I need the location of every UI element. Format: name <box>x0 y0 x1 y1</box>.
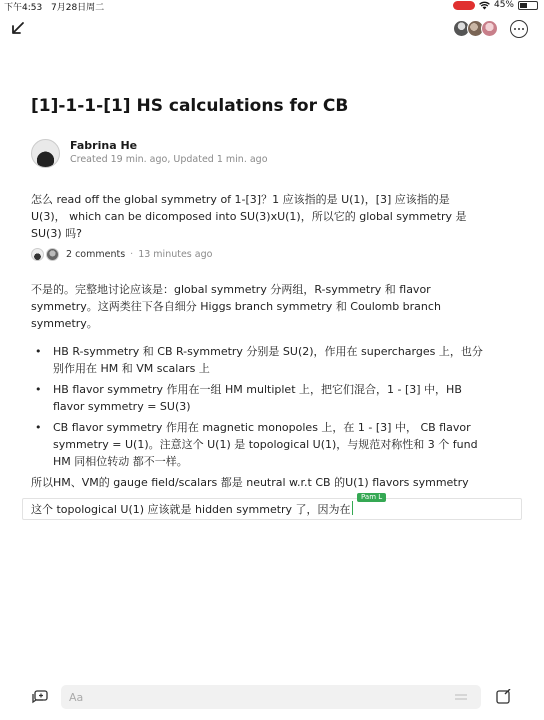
separator-dot: · <box>130 249 134 260</box>
top-bar <box>0 14 544 44</box>
page-title: [1]-1-1-[1] HS calculations for CB <box>31 96 349 116</box>
author-avatar[interactable] <box>31 139 60 168</box>
back-arrow-icon[interactable] <box>8 18 28 38</box>
collaborator-cursor <box>352 501 354 515</box>
text-line: symmetry = U(1)。注意这个 U(1) 是 topological U(1)，与规范对称性和 3 个 fund <box>53 438 478 451</box>
bullet-marker: • <box>35 383 42 396</box>
battery-icon <box>518 1 538 10</box>
text-line: HM 同相位转动 都不一样。 <box>53 455 188 468</box>
chat-icon[interactable] <box>32 690 48 704</box>
comments-time: 13 minutes ago <box>138 249 213 260</box>
text-line: symmetry。 <box>31 317 98 330</box>
paragraph-answer[interactable] <box>31 281 501 332</box>
text-line: 怎么 read off the global symmetry of 1-[3]？1 应该指的是 U(1)，[3] 应该指的是 <box>31 193 450 206</box>
list-item[interactable] <box>31 381 511 415</box>
status-bar <box>0 0 544 12</box>
battery-percent: 45% <box>493 0 514 10</box>
text-line: 不是的。完整地讨论应该是：global symmetry 分两组，R-symmetry 和 flavor <box>31 283 431 296</box>
status-right <box>453 0 538 10</box>
status-time: 下午4:53 <box>4 3 43 13</box>
bullet-marker: • <box>35 345 42 358</box>
doc-timestamps: Created 19 min. ago, Updated 1 min. ago <box>70 154 268 165</box>
format-icon[interactable] <box>455 694 467 700</box>
compose-icon[interactable] <box>496 689 511 704</box>
text-line: HB flavor symmetry 作用在一组 HM multiplet 上，把它们混合，1 - [3] 中，HB <box>53 383 462 396</box>
list-item[interactable] <box>31 419 511 470</box>
paragraph-question[interactable] <box>31 191 501 242</box>
list-item[interactable] <box>31 343 511 377</box>
recording-indicator <box>453 1 475 10</box>
comments-count[interactable]: 2 comments <box>66 249 126 260</box>
message-input[interactable] <box>61 685 481 709</box>
paragraph-conclusion[interactable]: 所以HM、VM的 gauge field/scalars 都是 neutral w.r.t CB 的U(1) flavors symmetry <box>31 476 469 489</box>
editing-text[interactable] <box>31 501 353 518</box>
text-line: U(3)， which can be dicomposed into SU(3)xU(1)，所以它的 global symmetry 是 <box>31 210 467 223</box>
text-line: flavor symmetry = SU(3) <box>53 400 191 413</box>
text-line: HB R-symmetry 和 CB R-symmetry 分别是 SU(2)，作用在 supercharges 上，也分 <box>53 345 483 358</box>
author-name[interactable]: Fabrina He <box>70 139 138 152</box>
text-line: SU(3) 吗? <box>31 227 82 240</box>
commenter-avatar <box>31 248 44 261</box>
wifi-icon <box>479 1 490 10</box>
text-line: CB flavor symmetry 作用在 magnetic monopoles 上，在 1 - [3] 中， CB flavor <box>53 421 471 434</box>
bottom-bar <box>0 678 544 720</box>
collaborator-avatar[interactable] <box>481 20 498 37</box>
commenter-avatar <box>46 248 59 261</box>
text-line: symmetry。这两类往下各自细分 Higgs branch symmetry 和 Coulomb branch <box>31 300 441 313</box>
editing-text-content: 这个 topological U(1) 应该就是 hidden symmetry 了，因为在 <box>31 503 351 516</box>
collaborator-cursor-label: Pam L <box>357 493 386 502</box>
more-icon[interactable] <box>510 20 528 38</box>
collaborator-avatars[interactable] <box>453 20 498 37</box>
status-date: 7月28日周二 <box>51 3 105 13</box>
bullet-list <box>31 343 511 474</box>
text-line: 别作用在 HM 和 VM scalars 上 <box>53 362 210 375</box>
comments-summary[interactable] <box>31 248 212 261</box>
bullet-marker: • <box>35 421 42 434</box>
